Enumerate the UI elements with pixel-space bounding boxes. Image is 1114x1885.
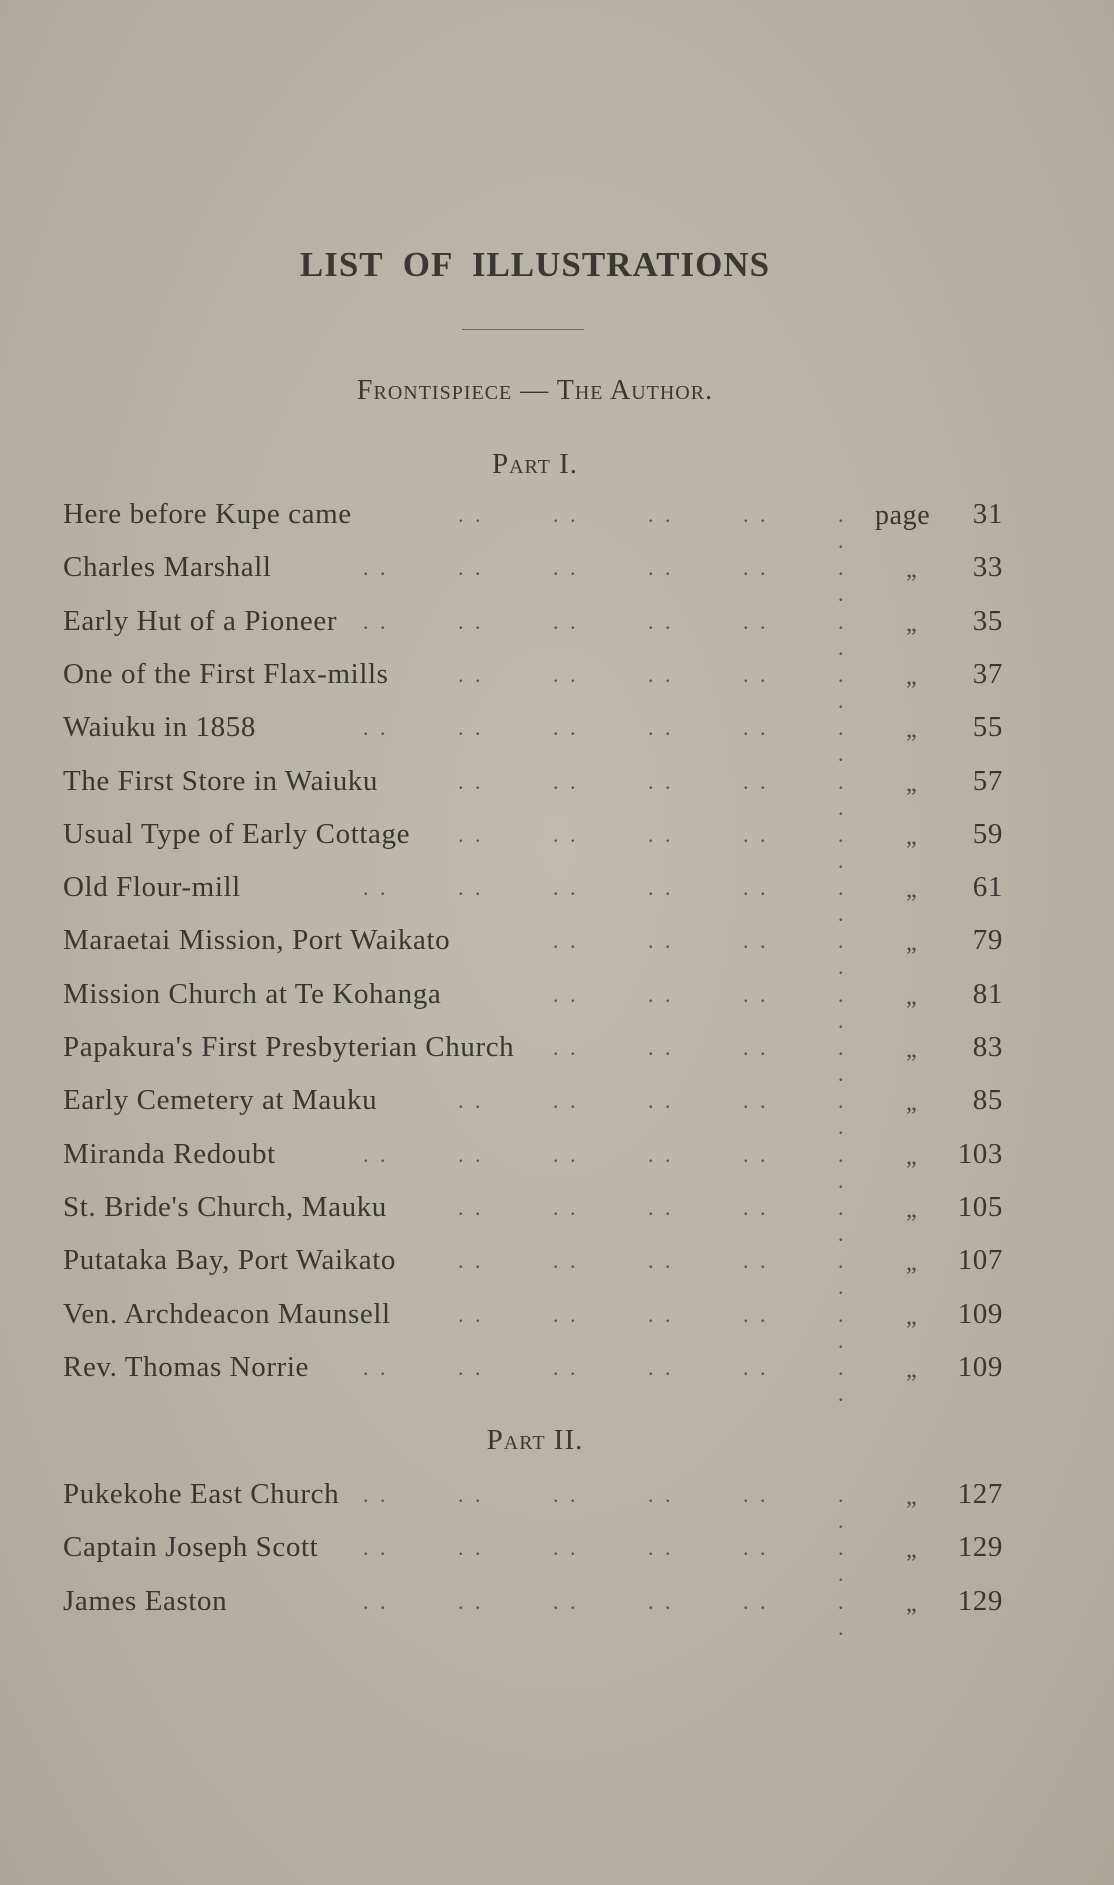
- leader-dot-pair: . .: [743, 769, 769, 794]
- leader-dot-pair: . .: [838, 822, 847, 873]
- page-label: page: [875, 500, 931, 531]
- leader-dot-pair: . .: [743, 1088, 769, 1113]
- leader-dot-pair: . .: [838, 502, 847, 553]
- entry-title: The First Store in Waiuku: [63, 765, 378, 797]
- illustration-entry: [63, 1478, 1003, 1533]
- leader-dot-pair: . .: [553, 715, 579, 740]
- leader-dot-pair: . .: [553, 1088, 579, 1113]
- leader-dot-pair: . .: [553, 1589, 579, 1614]
- entry-title: Old Flour-mill: [63, 871, 241, 903]
- entry-title: Miranda Redoubt: [63, 1138, 276, 1170]
- illustration-entry: [63, 1031, 1003, 1086]
- illustration-entry: [63, 765, 1003, 820]
- leader-dot-pair: . .: [363, 609, 389, 634]
- illustration-entry: [63, 1191, 1003, 1246]
- leader-dot-pair: . .: [363, 555, 389, 580]
- leader-dot-pair: . .: [553, 662, 579, 687]
- leader-dot-pair: . .: [743, 1302, 769, 1327]
- leader-dot-pair: . .: [648, 822, 674, 847]
- illustration-entry: [63, 711, 1003, 766]
- leader-dot-pair: . .: [648, 1355, 674, 1380]
- entry-title: James Easton: [63, 1585, 228, 1617]
- leader-dot-pair: . .: [743, 662, 769, 687]
- entry-title: Usual Type of Early Cottage: [63, 818, 411, 850]
- illustration-entry: [63, 1585, 1003, 1640]
- leader-dot-pair: . .: [838, 1535, 847, 1586]
- ditto-mark: „: [906, 664, 918, 690]
- ditto-mark: „: [906, 1037, 918, 1063]
- leader-dot-pair: . .: [458, 1535, 484, 1560]
- ditto-mark: „: [906, 1484, 918, 1510]
- leader-dot-pair: . .: [743, 1535, 769, 1560]
- leader-dot-pair: . .: [458, 502, 484, 527]
- page-number: 57: [972, 765, 1003, 797]
- leader-dot-pair: . .: [553, 1535, 579, 1560]
- entry-title: Papakura's First Presbyterian Church: [63, 1031, 515, 1063]
- leader-dot-pair: . .: [648, 555, 674, 580]
- leader-dot-pair: . .: [363, 1535, 389, 1560]
- entry-title: Here before Kupe came: [63, 498, 352, 530]
- page-number: 81: [972, 978, 1003, 1010]
- page-number: 103: [957, 1138, 1003, 1170]
- page-title: LIST OF ILLUSTRATIONS: [299, 245, 771, 284]
- leader-dot-pair: . .: [648, 1535, 674, 1560]
- leader-dot-pair: . .: [553, 1195, 579, 1220]
- leader-dot-pair: . .: [743, 1482, 769, 1507]
- page-number: 129: [957, 1531, 1003, 1563]
- leader-dot-pair: . .: [648, 1195, 674, 1220]
- illustration-entry: [63, 658, 1003, 713]
- leader-dot-pair: . .: [743, 555, 769, 580]
- leader-dot-pair: . .: [838, 1195, 847, 1246]
- leader-dot-pair: . .: [648, 875, 674, 900]
- illustration-entry: [63, 1531, 1003, 1586]
- entry-title: One of the First Flax-mills: [63, 658, 389, 690]
- leader-dot-pair: . .: [743, 609, 769, 634]
- leader-dot-pair: . .: [743, 875, 769, 900]
- leader-dot-pair: . .: [363, 715, 389, 740]
- illustration-entry: [63, 978, 1003, 1033]
- ditto-mark: „: [906, 930, 918, 956]
- leader-dot-pair: . .: [743, 1035, 769, 1060]
- entry-title: Captain Joseph Scott: [63, 1531, 319, 1563]
- leader-dot-pair: . .: [458, 769, 484, 794]
- page-number: 109: [957, 1298, 1003, 1330]
- leader-dot-pair: . .: [838, 928, 847, 979]
- leader-dot-pair: . .: [838, 769, 847, 820]
- page-number: 105: [957, 1191, 1003, 1223]
- leader-dot-pair: . .: [743, 715, 769, 740]
- entry-title: Early Cemetery at Mauku: [63, 1084, 378, 1116]
- ditto-mark: „: [906, 1197, 918, 1223]
- ditto-mark: „: [906, 984, 918, 1010]
- leader-dot-pair: . .: [458, 1195, 484, 1220]
- page-number: 127: [957, 1478, 1003, 1510]
- leader-dot-pair: . .: [838, 715, 847, 766]
- leader-dot-pair: . .: [458, 1355, 484, 1380]
- illustration-entry: [63, 605, 1003, 660]
- part-heading: Part II.: [486, 1424, 584, 1456]
- leader-dot-pair: . .: [553, 1482, 579, 1507]
- ditto-mark: „: [906, 1537, 918, 1563]
- ditto-mark: „: [906, 824, 918, 850]
- page-number: 61: [972, 871, 1003, 903]
- leader-dot-pair: . .: [363, 875, 389, 900]
- leader-dot-pair: . .: [838, 609, 847, 660]
- leader-dot-pair: . .: [743, 822, 769, 847]
- entry-title: Maraetai Mission, Port Waikato: [63, 924, 451, 956]
- leader-dot-pair: . .: [458, 1589, 484, 1614]
- illustration-entry: [63, 818, 1003, 873]
- leader-dot-pair: . .: [838, 555, 847, 606]
- ditto-mark: „: [906, 557, 918, 583]
- leader-dot-pair: . .: [363, 1482, 389, 1507]
- entry-title: Rev. Thomas Norrie: [63, 1351, 309, 1383]
- leader-dot-pair: . .: [458, 662, 484, 687]
- leader-dot-pair: . .: [458, 555, 484, 580]
- leader-dot-pair: . .: [838, 1248, 847, 1299]
- leader-dot-pair: . .: [648, 502, 674, 527]
- leader-dot-pair: . .: [553, 609, 579, 634]
- leader-dot-pair: . .: [838, 1589, 847, 1640]
- leader-dot-pair: . .: [553, 1035, 579, 1060]
- entry-title: Pukekohe East Church: [63, 1478, 340, 1510]
- leader-dot-pair: . .: [553, 555, 579, 580]
- leader-dot-pair: . .: [648, 1302, 674, 1327]
- leader-dot-pair: . .: [838, 982, 847, 1033]
- entry-title: Putataka Bay, Port Waikato: [63, 1244, 397, 1276]
- leader-dot-pair: . .: [838, 1355, 847, 1406]
- entry-title: Mission Church at Te Kohanga: [63, 978, 442, 1010]
- ditto-mark: „: [906, 717, 918, 743]
- ditto-mark: „: [906, 611, 918, 637]
- leader-dot-pair: . .: [363, 1589, 389, 1614]
- leader-dot-pair: . .: [648, 1589, 674, 1614]
- page-number: 55: [972, 711, 1003, 743]
- page-number: 109: [957, 1351, 1003, 1383]
- entry-title: Ven. Archdeacon Maunsell: [63, 1298, 391, 1330]
- ditto-mark: „: [906, 1304, 918, 1330]
- ditto-mark: „: [906, 1591, 918, 1617]
- leader-dot-pair: . .: [553, 928, 579, 953]
- page-number: 83: [972, 1031, 1003, 1063]
- leader-dot-pair: . .: [743, 1142, 769, 1167]
- leader-dot-pair: . .: [743, 502, 769, 527]
- entry-title: Waiuku in 1858: [63, 711, 256, 743]
- entry-title: St. Bride's Church, Mauku: [63, 1191, 387, 1223]
- leader-dot-pair: . .: [838, 1302, 847, 1353]
- entry-title: Early Hut of a Pioneer: [63, 605, 338, 637]
- leader-dot-pair: . .: [648, 1248, 674, 1273]
- leader-dot-pair: . .: [648, 609, 674, 634]
- leader-dot-pair: . .: [553, 502, 579, 527]
- leader-dot-pair: . .: [838, 875, 847, 926]
- leader-dot-pair: . .: [648, 1482, 674, 1507]
- page-number: 35: [972, 605, 1003, 637]
- title-rule: [462, 329, 584, 330]
- ditto-mark: „: [906, 771, 918, 797]
- ditto-mark: „: [906, 1357, 918, 1383]
- illustration-entry: [63, 498, 1003, 553]
- leader-dot-pair: . .: [458, 875, 484, 900]
- leader-dot-pair: . .: [458, 1302, 484, 1327]
- leader-dot-pair: . .: [458, 1088, 484, 1113]
- leader-dot-pair: . .: [458, 1142, 484, 1167]
- leader-dot-pair: . .: [648, 662, 674, 687]
- part-heading: Part I.: [491, 448, 579, 480]
- leader-dot-pair: . .: [838, 1035, 847, 1086]
- leader-dot-pair: . .: [838, 662, 847, 713]
- frontispiece-line: Frontispiece — The Author.: [356, 375, 714, 406]
- page-number: 31: [972, 498, 1003, 530]
- page-number: 37: [972, 658, 1003, 690]
- leader-dot-pair: . .: [743, 982, 769, 1007]
- leader-dot-pair: . .: [363, 1355, 389, 1380]
- leader-dot-pair: . .: [458, 715, 484, 740]
- entry-title: Charles Marshall: [63, 551, 272, 583]
- leader-dot-pair: . .: [648, 928, 674, 953]
- leader-dot-pair: . .: [553, 1142, 579, 1167]
- leader-dot-pair: . .: [458, 1482, 484, 1507]
- illustration-entry: [63, 1084, 1003, 1139]
- page-number: 85: [972, 1084, 1003, 1116]
- page-number: 107: [957, 1244, 1003, 1276]
- ditto-mark: „: [906, 1090, 918, 1116]
- leader-dot-pair: . .: [743, 928, 769, 953]
- illustration-entry: [63, 551, 1003, 606]
- page-number: 33: [972, 551, 1003, 583]
- illustration-entry: [63, 1298, 1003, 1353]
- leader-dot-pair: . .: [363, 1142, 389, 1167]
- leader-dot-pair: . .: [648, 982, 674, 1007]
- illustration-entry: [63, 1244, 1003, 1299]
- leader-dot-pair: . .: [743, 1248, 769, 1273]
- leader-dot-pair: . .: [553, 982, 579, 1007]
- leader-dot-pair: . .: [838, 1482, 847, 1533]
- ditto-mark: „: [906, 1144, 918, 1170]
- leader-dot-pair: . .: [458, 1248, 484, 1273]
- leader-dot-pair: . .: [648, 715, 674, 740]
- leader-dot-pair: . .: [743, 1355, 769, 1380]
- leader-dot-pair: . .: [458, 609, 484, 634]
- leader-dot-pair: . .: [553, 1302, 579, 1327]
- illustration-entry: [63, 1351, 1003, 1406]
- page-number: 129: [957, 1585, 1003, 1617]
- leader-dot-pair: . .: [648, 769, 674, 794]
- leader-dot-pair: . .: [838, 1088, 847, 1139]
- leader-dot-pair: . .: [648, 1142, 674, 1167]
- ditto-mark: „: [906, 877, 918, 903]
- leader-dot-pair: . .: [648, 1088, 674, 1113]
- leader-dot-pair: . .: [553, 822, 579, 847]
- leader-dot-pair: . .: [648, 1035, 674, 1060]
- leader-dot-pair: . .: [553, 1248, 579, 1273]
- leader-dot-pair: . .: [553, 1355, 579, 1380]
- leader-dot-pair: . .: [553, 875, 579, 900]
- leader-dot-pair: . .: [743, 1589, 769, 1614]
- illustration-entry: [63, 924, 1003, 979]
- page-number: 59: [972, 818, 1003, 850]
- leader-dot-pair: . .: [458, 822, 484, 847]
- leader-dot-pair: . .: [553, 769, 579, 794]
- ditto-mark: „: [906, 1250, 918, 1276]
- page-number: 79: [972, 924, 1003, 956]
- illustration-entry: [63, 1138, 1003, 1193]
- illustration-entry: [63, 871, 1003, 926]
- leader-dot-pair: . .: [838, 1142, 847, 1193]
- leader-dot-pair: . .: [743, 1195, 769, 1220]
